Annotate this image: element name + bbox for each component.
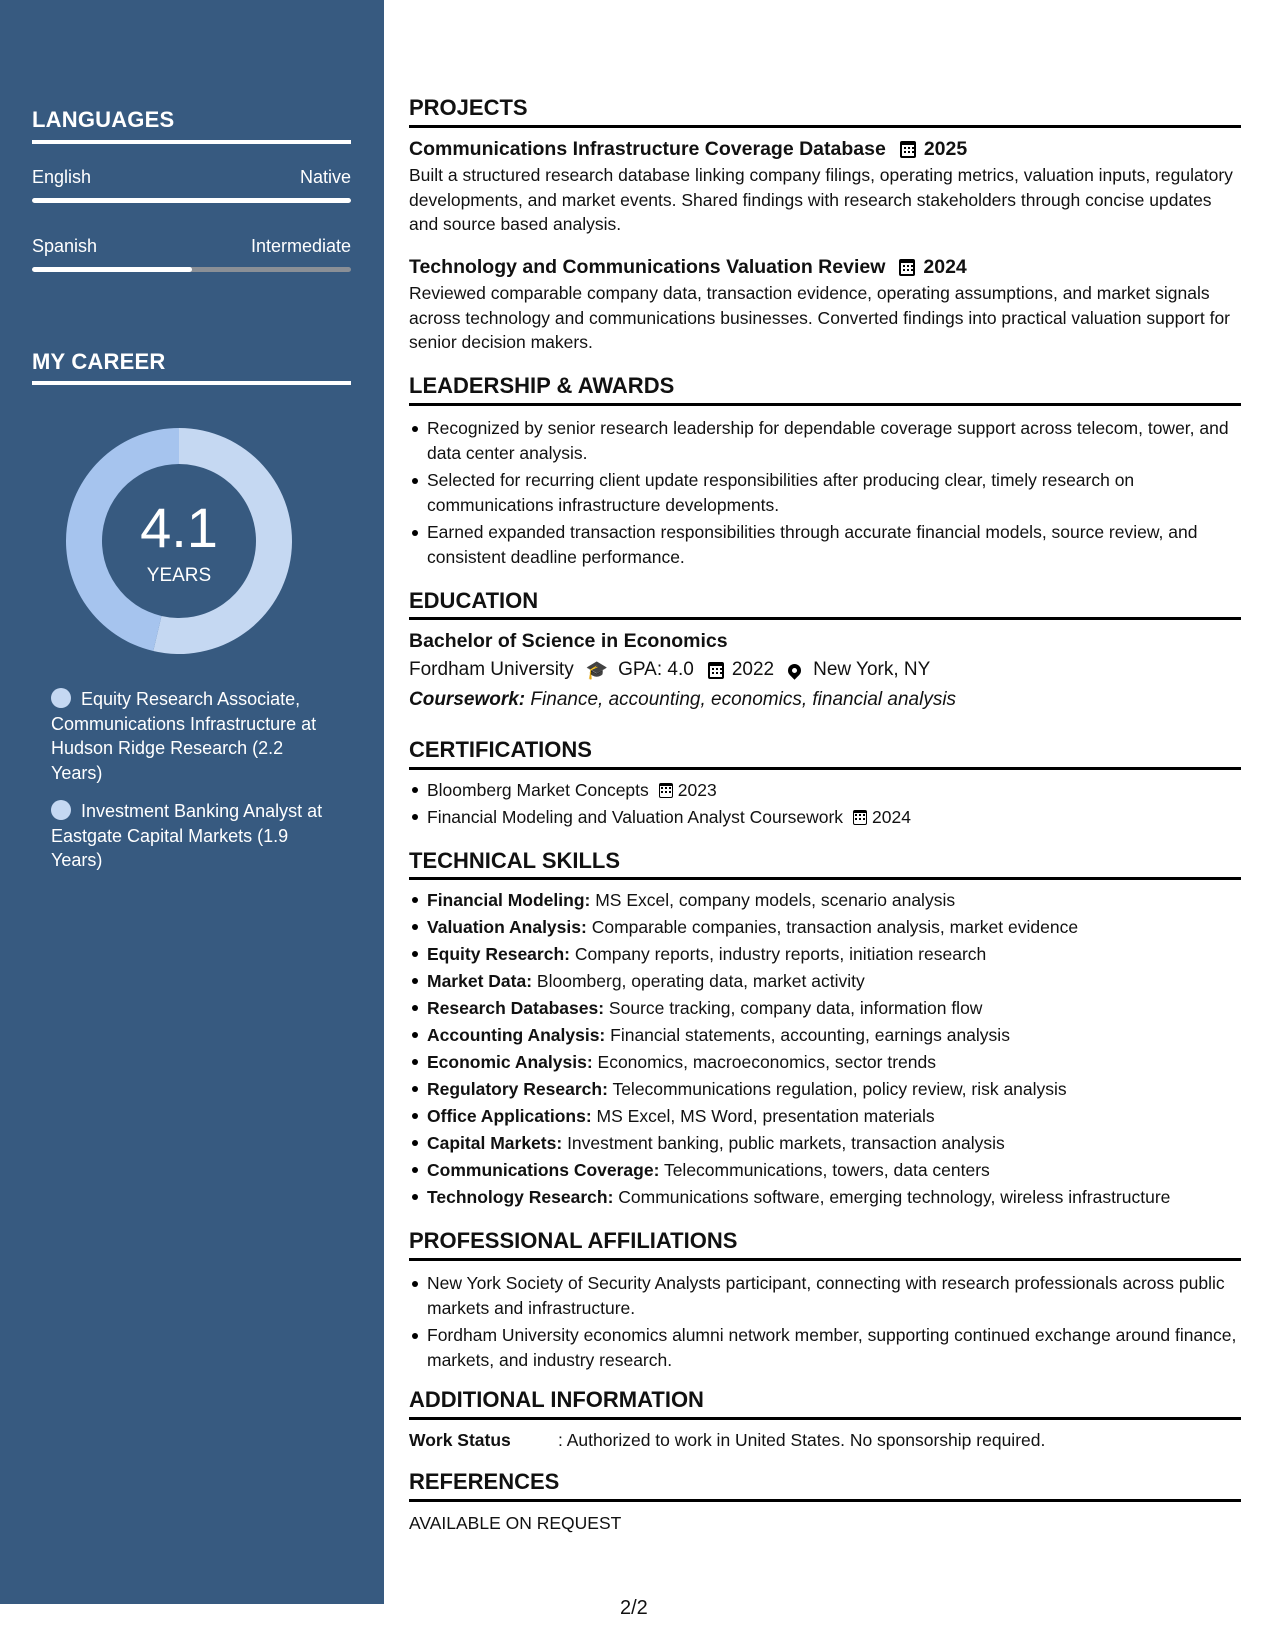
coursework-label: Coursework: bbox=[409, 689, 526, 710]
skill-item bbox=[409, 968, 1241, 995]
list-item: Selected for recurring client update responsibilities after producing clear, timely research on communications infrastructure developments. bbox=[409, 468, 1241, 517]
skill-label: Regulatory Research: bbox=[427, 1079, 608, 1099]
skill-item bbox=[409, 914, 1241, 941]
career-legend-dot bbox=[51, 688, 71, 708]
list-item: Recognized by senior research leadership for dependable coverage support across telecom, tower, and data center analysis. bbox=[409, 416, 1241, 465]
skill-label: Capital Markets: bbox=[427, 1133, 563, 1153]
skill-value: MS Excel, MS Word, presentation materials bbox=[596, 1106, 935, 1126]
leadership-title: LEADERSHIP & AWARDS bbox=[409, 373, 675, 398]
education-title: EDUCATION bbox=[409, 588, 539, 613]
leadership-divider bbox=[409, 403, 1241, 406]
project-description: Reviewed comparable company data, transaction evidence, operating assumptions, and market signals across technology and communications businesses. Converted findings into practical valuation support for senior decision makers. bbox=[409, 283, 1231, 352]
skill-item bbox=[409, 1049, 1241, 1076]
location-pin-icon bbox=[785, 661, 803, 679]
coursework bbox=[409, 685, 1241, 715]
calendar-icon bbox=[659, 783, 673, 798]
career-title: MY CAREER bbox=[32, 349, 166, 374]
skill-item bbox=[409, 1022, 1241, 1049]
references-text: AVAILABLE ON REQUEST bbox=[409, 1513, 622, 1533]
skill-value: Company reports, industry reports, initiation research bbox=[574, 944, 987, 964]
references-divider bbox=[409, 1499, 1241, 1502]
references-title: REFERENCES bbox=[409, 1469, 560, 1494]
skill-value: Telecommunications, towers, data centers bbox=[663, 1160, 990, 1180]
language-bar-fill bbox=[32, 198, 351, 203]
career-item-text: Equity Research Associate, Communications Infrastructure at Hudson Ridge Research (2.2 Years) bbox=[51, 689, 317, 783]
language-bar-spanish bbox=[32, 267, 351, 272]
projects-divider bbox=[409, 125, 1241, 128]
list-item bbox=[409, 804, 1241, 831]
leadership-list bbox=[409, 416, 1241, 569]
language-name: English bbox=[32, 167, 92, 187]
skill-item bbox=[409, 887, 1241, 914]
education-entry bbox=[409, 627, 1241, 715]
skill-label: Accounting Analysis: bbox=[427, 1025, 606, 1045]
skill-label: Financial Modeling: bbox=[427, 890, 591, 910]
certification-name: Bloomberg Market Concepts bbox=[427, 780, 649, 800]
skill-value: Investment banking, public markets, transaction analysis bbox=[567, 1133, 1005, 1153]
list-item bbox=[409, 777, 1241, 804]
calendar-icon bbox=[900, 141, 916, 158]
skill-item bbox=[409, 1130, 1241, 1157]
career-donut bbox=[66, 428, 292, 654]
certifications-title: CERTIFICATIONS bbox=[409, 737, 592, 762]
language-row-english bbox=[32, 167, 351, 188]
affiliations-title: PROFESSIONAL AFFILIATIONS bbox=[409, 1228, 738, 1253]
career-item bbox=[51, 799, 331, 873]
skill-label: Equity Research: bbox=[427, 944, 570, 964]
graduation-year: 2022 bbox=[731, 659, 775, 680]
skill-item bbox=[409, 941, 1241, 968]
skills-divider bbox=[409, 877, 1241, 880]
skill-item bbox=[409, 1157, 1241, 1184]
projects-title: PROJECTS bbox=[409, 95, 528, 120]
skill-value: Telecommunications regulation, policy review, risk analysis bbox=[612, 1079, 1067, 1099]
skill-label: Market Data: bbox=[427, 971, 533, 991]
additional-divider bbox=[409, 1417, 1241, 1420]
language-bar-english bbox=[32, 198, 351, 203]
project-item bbox=[409, 253, 1241, 355]
education-details bbox=[409, 655, 1241, 685]
skills-title: TECHNICAL SKILLS bbox=[409, 848, 621, 873]
project-year: 2025 bbox=[923, 138, 968, 160]
career-legend-dot bbox=[51, 800, 71, 820]
graduation-cap-icon: 🎓 bbox=[585, 660, 609, 680]
education-divider bbox=[409, 617, 1241, 620]
languages-title: LANGUAGES bbox=[32, 107, 175, 132]
career-divider bbox=[32, 381, 351, 385]
skill-label: Research Databases: bbox=[427, 998, 605, 1018]
career-total-years: 4.1 bbox=[140, 496, 218, 559]
calendar-icon bbox=[899, 259, 915, 276]
skill-value: Communications software, emerging technology, wireless infrastructure bbox=[618, 1187, 1171, 1207]
calendar-icon bbox=[853, 810, 867, 825]
list-item: New York Society of Security Analysts participant, connecting with research professionals across public markets and infrastructure. bbox=[409, 1271, 1241, 1320]
skill-label: Valuation Analysis: bbox=[427, 917, 587, 937]
language-level: Native bbox=[299, 167, 351, 187]
skill-label: Communications Coverage: bbox=[427, 1160, 660, 1180]
skills-list bbox=[409, 887, 1241, 1211]
skill-value: Bloomberg, operating data, market activity bbox=[536, 971, 865, 991]
additional-title: ADDITIONAL INFORMATION bbox=[409, 1387, 704, 1412]
skill-value: Financial statements, accounting, earnings analysis bbox=[610, 1025, 1010, 1045]
skill-item bbox=[409, 1103, 1241, 1130]
work-status-value: : Authorized to work in United States. No sponsorship required. bbox=[558, 1430, 1046, 1450]
work-status-label: Work Status bbox=[409, 1430, 511, 1450]
degree: Bachelor of Science in Economics bbox=[409, 630, 728, 652]
skill-value: Comparable companies, transaction analysis, market evidence bbox=[591, 917, 1079, 937]
project-description: Built a structured research database linking company filings, operating metrics, valuation inputs, regulatory developments, and market events. Shared findings with research stakeholders through concise updates and source based analysis. bbox=[409, 165, 1233, 234]
skill-label: Economic Analysis: bbox=[427, 1052, 593, 1072]
certification-year: 2024 bbox=[872, 807, 911, 827]
language-row-spanish bbox=[32, 236, 351, 257]
certifications-divider bbox=[409, 767, 1241, 770]
skill-value: MS Excel, company models, scenario analysis bbox=[595, 890, 956, 910]
certification-year: 2023 bbox=[677, 780, 717, 800]
calendar-icon bbox=[708, 662, 724, 679]
skill-value: Source tracking, company data, information flow bbox=[608, 998, 983, 1018]
page-number: 2/2 bbox=[620, 1597, 648, 1619]
career-total-unit: YEARS bbox=[146, 565, 212, 586]
gpa: GPA: 4.0 bbox=[618, 659, 694, 680]
affiliations-divider bbox=[409, 1258, 1241, 1261]
project-name: Technology and Communications Valuation Review bbox=[409, 256, 886, 278]
language-level: Intermediate bbox=[250, 236, 351, 256]
certification-name: Financial Modeling and Valuation Analyst Coursework bbox=[427, 807, 844, 827]
school-location: New York, NY bbox=[813, 659, 931, 680]
list-item: Fordham University economics alumni network member, supporting continued exchange around finance, markets, and industry research. bbox=[409, 1323, 1241, 1372]
project-name: Communications Infrastructure Coverage Database bbox=[409, 138, 886, 160]
skill-value: Economics, macroeconomics, sector trends bbox=[597, 1052, 936, 1072]
coursework-text: Finance, accounting, economics, financial analysis bbox=[530, 689, 957, 710]
list-item: Earned expanded transaction responsibilities through accurate financial models, source review, and consistent deadline performance. bbox=[409, 520, 1241, 569]
career-item bbox=[51, 687, 331, 785]
language-bar-fill bbox=[32, 267, 192, 272]
language-name: Spanish bbox=[32, 236, 98, 256]
skill-item bbox=[409, 1184, 1241, 1211]
skill-item bbox=[409, 995, 1241, 1022]
skill-item bbox=[409, 1076, 1241, 1103]
project-item bbox=[409, 135, 1241, 237]
languages-divider bbox=[32, 140, 351, 144]
career-item-text: Investment Banking Analyst at Eastgate Capital Markets (1.9 Years) bbox=[51, 801, 323, 870]
sidebar bbox=[0, 0, 384, 1604]
skill-label: Technology Research: bbox=[427, 1187, 614, 1207]
work-status-row bbox=[409, 1428, 1241, 1453]
skill-label: Office Applications: bbox=[427, 1106, 592, 1126]
project-year: 2024 bbox=[923, 256, 967, 278]
certifications-list bbox=[409, 777, 1241, 831]
school-name: Fordham University bbox=[409, 659, 574, 680]
affiliations-list bbox=[409, 1271, 1241, 1372]
